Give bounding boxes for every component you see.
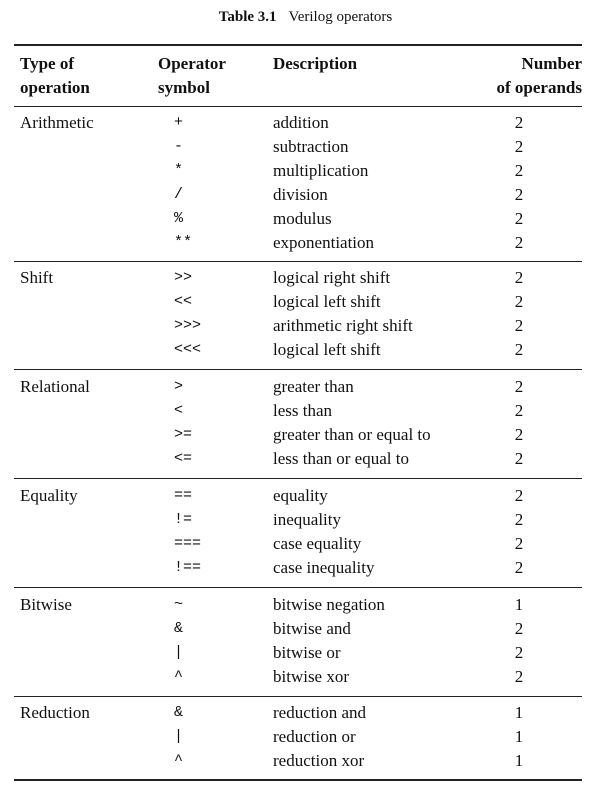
operand-count: 2 bbox=[514, 209, 524, 228]
header-type-line: Type of bbox=[20, 54, 74, 73]
table-row bbox=[0, 701, 611, 725]
operator-symbol: !== bbox=[174, 559, 202, 576]
operator-description: reduction and bbox=[273, 703, 366, 722]
operand-count: 2 bbox=[514, 137, 524, 156]
table-caption bbox=[0, 9, 611, 26]
operand-count: 2 bbox=[514, 161, 524, 180]
operand-count: 2 bbox=[514, 268, 524, 287]
table-row bbox=[0, 375, 611, 399]
table-row bbox=[0, 290, 611, 314]
operand-count: 2 bbox=[514, 185, 524, 204]
group-type: Bitwise bbox=[20, 595, 72, 614]
operand-count: 2 bbox=[514, 486, 524, 505]
header-description-line: Description bbox=[273, 54, 358, 73]
operator-description: inequality bbox=[273, 510, 341, 529]
table-row bbox=[0, 725, 611, 749]
operand-count: 2 bbox=[514, 340, 524, 359]
operand-count: 1 bbox=[514, 595, 524, 614]
header-symbol-line: Operator bbox=[158, 54, 226, 73]
table-row bbox=[0, 314, 611, 338]
operand-count: 1 bbox=[514, 703, 524, 722]
header-description bbox=[273, 52, 357, 76]
operator-symbol: | bbox=[174, 728, 184, 745]
operand-count: 2 bbox=[514, 113, 524, 132]
group-divider bbox=[14, 696, 582, 697]
header-operands-line: of operands bbox=[496, 78, 582, 97]
top-rule bbox=[14, 44, 582, 46]
group-type: Equality bbox=[20, 486, 78, 505]
group-type: Reduction bbox=[20, 703, 90, 722]
table-row bbox=[0, 111, 611, 135]
operand-count: 2 bbox=[514, 510, 524, 529]
header-symbol-line: symbol bbox=[158, 78, 210, 97]
table-row bbox=[0, 266, 611, 290]
operator-description: greater than or equal to bbox=[273, 425, 431, 444]
operator-description: subtraction bbox=[273, 137, 349, 156]
operator-description: multiplication bbox=[273, 161, 369, 180]
table-title: Verilog operators bbox=[288, 9, 393, 25]
operator-description: division bbox=[273, 185, 328, 204]
operator-description: greater than bbox=[273, 377, 354, 396]
operator-symbol: - bbox=[174, 138, 184, 155]
table-row bbox=[0, 665, 611, 689]
group-divider bbox=[14, 478, 582, 479]
table-row bbox=[0, 447, 611, 471]
operator-symbol: != bbox=[174, 511, 193, 528]
group-type: Relational bbox=[20, 377, 90, 396]
operand-count: 1 bbox=[514, 727, 524, 746]
header-operands bbox=[472, 52, 582, 100]
table-row bbox=[0, 641, 611, 665]
group-divider bbox=[14, 369, 582, 370]
operator-symbol: === bbox=[174, 535, 202, 552]
table-row bbox=[0, 508, 611, 532]
header-type bbox=[20, 52, 90, 100]
table-row bbox=[0, 532, 611, 556]
table-row bbox=[0, 484, 611, 508]
group-type: Arithmetic bbox=[20, 113, 94, 132]
operand-count: 2 bbox=[514, 643, 524, 662]
operator-symbol: ~ bbox=[174, 596, 184, 613]
operator-symbol: > bbox=[174, 378, 184, 395]
operand-count: 2 bbox=[514, 316, 524, 335]
operand-count: 1 bbox=[514, 751, 524, 770]
operand-count: 2 bbox=[514, 619, 524, 638]
operator-symbol: <= bbox=[174, 450, 193, 467]
bottom-rule bbox=[14, 779, 582, 781]
table-row bbox=[0, 399, 611, 423]
operator-symbol: ^ bbox=[174, 668, 184, 685]
operand-count: 2 bbox=[514, 534, 524, 553]
operator-description: bitwise or bbox=[273, 643, 341, 662]
operator-symbol: >= bbox=[174, 426, 193, 443]
operator-description: bitwise xor bbox=[273, 667, 350, 686]
operator-description: logical left shift bbox=[273, 292, 381, 311]
operator-symbol: * bbox=[174, 162, 184, 179]
header-symbol bbox=[158, 52, 226, 100]
operand-count: 2 bbox=[514, 292, 524, 311]
operator-description: bitwise negation bbox=[273, 595, 385, 614]
operator-symbol: << bbox=[174, 293, 193, 310]
operator-symbol: == bbox=[174, 487, 193, 504]
operator-symbol: & bbox=[174, 620, 184, 637]
table-row bbox=[0, 207, 611, 231]
operator-symbol: <<< bbox=[174, 341, 202, 358]
operator-description: case inequality bbox=[273, 558, 375, 577]
table-row bbox=[0, 338, 611, 362]
group-divider bbox=[14, 587, 582, 588]
table-row bbox=[0, 749, 611, 773]
operator-symbol: >>> bbox=[174, 317, 202, 334]
operator-description: modulus bbox=[273, 209, 332, 228]
operand-count: 2 bbox=[514, 401, 524, 420]
table-row bbox=[0, 159, 611, 183]
operator-description: arithmetic right shift bbox=[273, 316, 413, 335]
operator-description: reduction xor bbox=[273, 751, 365, 770]
table-label: Table 3.1 bbox=[218, 9, 277, 25]
operator-description: logical right shift bbox=[273, 268, 391, 287]
operator-description: logical left shift bbox=[273, 340, 381, 359]
operator-description: case equality bbox=[273, 534, 362, 553]
operand-count: 2 bbox=[514, 449, 524, 468]
table-row bbox=[0, 617, 611, 641]
operator-symbol: ^ bbox=[174, 752, 184, 769]
table-row bbox=[0, 556, 611, 580]
header-operands-line: Number bbox=[521, 54, 582, 73]
operator-symbol: >> bbox=[174, 269, 193, 286]
operator-symbol: | bbox=[174, 644, 184, 661]
table-row bbox=[0, 183, 611, 207]
header-rule bbox=[14, 106, 582, 107]
operand-count: 2 bbox=[514, 233, 524, 252]
operator-symbol: % bbox=[174, 210, 184, 227]
operand-count: 2 bbox=[514, 667, 524, 686]
group-divider bbox=[14, 261, 582, 262]
operator-symbol: ** bbox=[174, 234, 193, 251]
header-type-line: operation bbox=[20, 78, 90, 97]
operator-description: addition bbox=[273, 113, 329, 132]
table-row bbox=[0, 423, 611, 447]
table-row bbox=[0, 135, 611, 159]
table-row bbox=[0, 231, 611, 255]
group-type: Shift bbox=[20, 268, 54, 287]
operator-symbol: + bbox=[174, 114, 184, 131]
operator-description: bitwise and bbox=[273, 619, 351, 638]
operator-description: less than or equal to bbox=[273, 449, 409, 468]
table-row bbox=[0, 593, 611, 617]
operator-description: less than bbox=[273, 401, 333, 420]
operator-description: equality bbox=[273, 486, 328, 505]
operator-symbol: / bbox=[174, 186, 184, 203]
operand-count: 2 bbox=[514, 425, 524, 444]
operand-count: 2 bbox=[514, 558, 524, 577]
operator-description: reduction or bbox=[273, 727, 356, 746]
operator-description: exponentiation bbox=[273, 233, 375, 252]
operator-symbol: < bbox=[174, 402, 184, 419]
operand-count: 2 bbox=[514, 377, 524, 396]
operator-symbol: & bbox=[174, 704, 184, 721]
